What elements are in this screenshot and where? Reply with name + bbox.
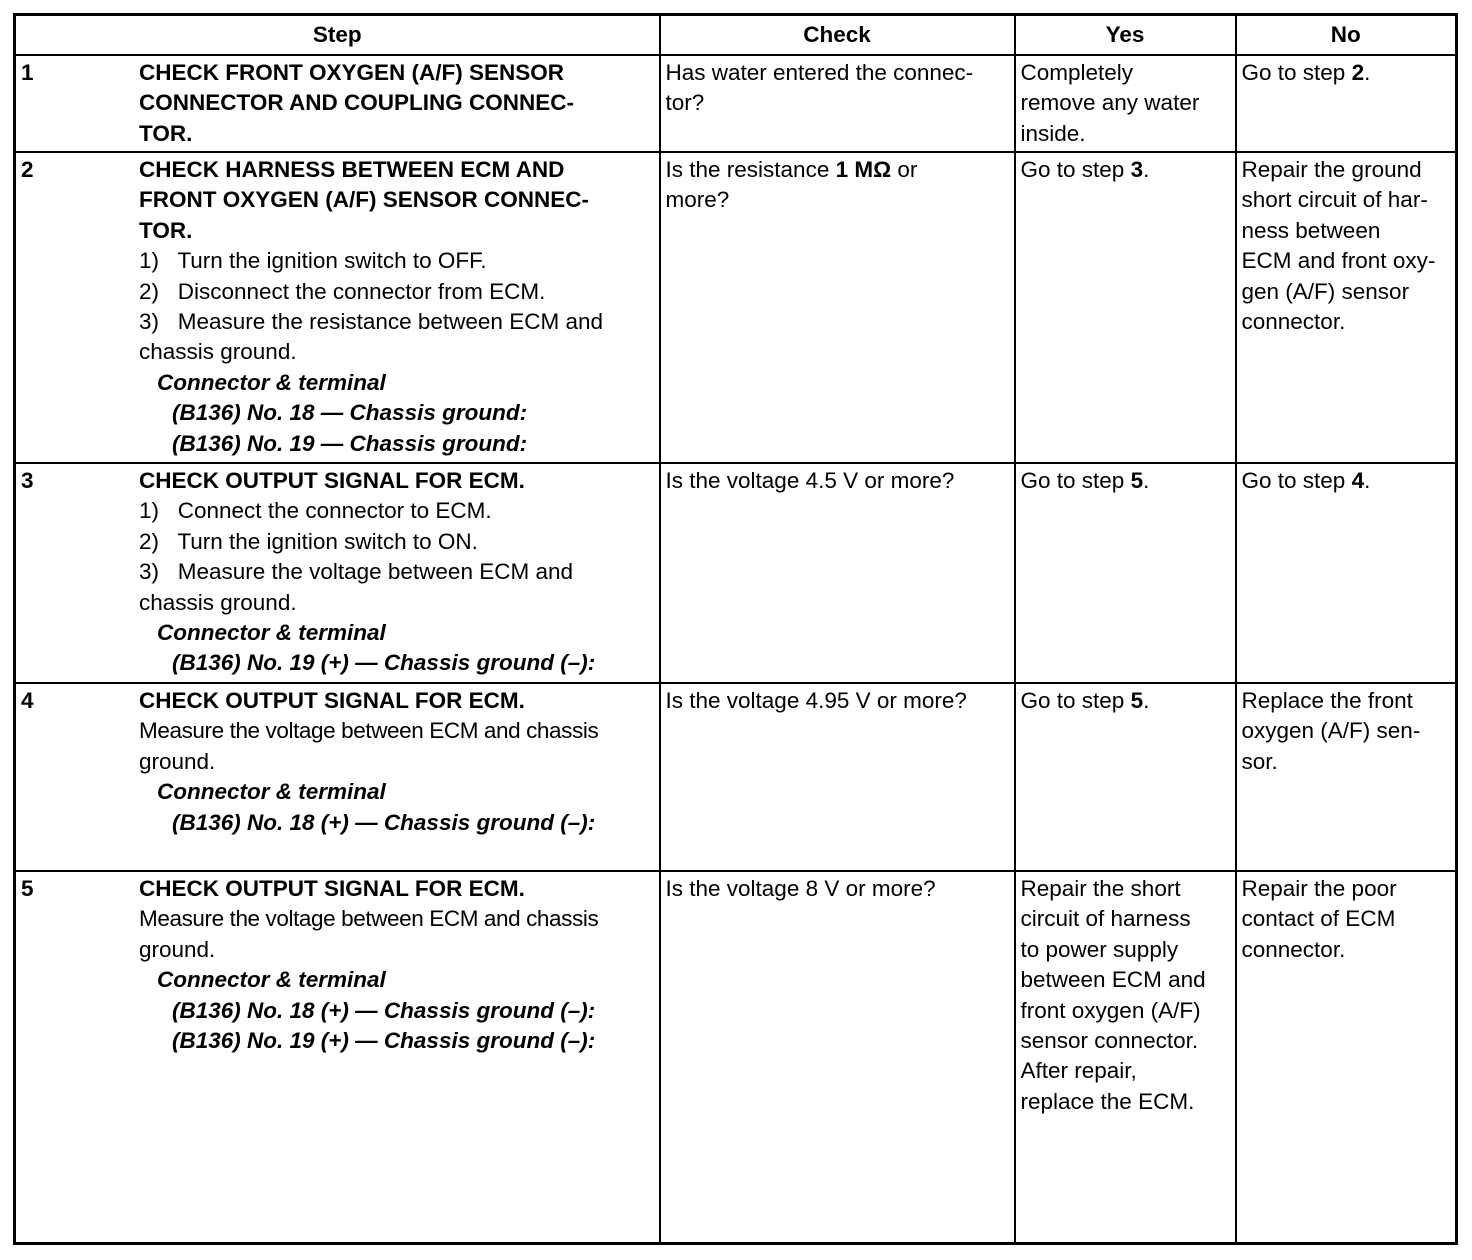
step-instruction: ground. [139,748,216,774]
step-title: CHECK OUTPUT SIGNAL FOR ECM. [139,876,525,901]
step-cell [15,463,660,683]
step-instruction: 2) Turn the ignition switch to ON. [139,528,478,554]
yes-step-ref: 3 [1130,157,1144,182]
yes-cell [1015,683,1236,871]
connector-terminal: (B136) No. 18 (+) — Chassis ground (–): [172,997,596,1023]
step-cell [15,55,660,152]
no-cell [1236,871,1457,1244]
no-step-ref: 4 [1351,468,1365,493]
no-cell [1236,55,1457,152]
step-title: TOR. [139,217,193,243]
no-text: Replace the front [1241,688,1413,713]
no-text: contact of ECM [1241,906,1396,932]
no-text: Repair the poor [1241,876,1397,901]
yes-text: Completely [1020,60,1134,85]
step-cell [15,871,660,1244]
yes-suffix: . [1143,468,1150,493]
no-text: gen (A/F) sensor [1241,278,1410,304]
yes-prefix: Go to step [1020,688,1131,713]
connector-terminal: (B136) No. 18 — Chassis ground: [172,400,528,426]
step-number: 3 [21,468,34,493]
yes-text [1021,155,1231,185]
yes-text: front oxygen (A/F) [1020,997,1201,1023]
header-row [15,15,1457,56]
yes-prefix: Go to step [1020,157,1131,182]
check-cell [660,683,1015,871]
no-text: connector. [1241,936,1346,962]
yes-text: Repair the short [1020,876,1181,901]
step-instruction: Measure the voltage between ECM and chassis [139,906,599,932]
check-text: Has water entered the connec- [665,60,974,85]
check-value: 1 MΩ [835,157,892,182]
yes-text: inside. [1020,120,1086,146]
header-yes: Yes [1015,15,1236,56]
step-instruction: 3) Measure the voltage between ECM and [139,559,573,585]
no-text: oxygen (A/F) sen- [1241,718,1421,744]
table-row [15,463,1457,683]
check-text: Is the voltage 4.95 V or more? [665,688,967,713]
yes-text [1021,466,1231,496]
connector-terminal: (B136) No. 18 (+) — Chassis ground (–): [172,809,596,835]
no-text: sor. [1241,748,1278,774]
step-title: CHECK OUTPUT SIGNAL FOR ECM. [139,688,525,713]
step-instruction: 1) Connect the connector to ECM. [139,498,492,524]
check-cell [660,55,1015,152]
check-text: tor? [665,90,705,116]
check-text: Is the voltage 8 V or more? [665,876,936,901]
header-step: Step [15,15,660,56]
step-number: 5 [21,876,34,901]
step-number: 1 [21,60,34,85]
no-prefix: Go to step [1241,60,1352,85]
table-row [15,683,1457,871]
step-cell [15,152,660,463]
table-row [15,871,1457,1244]
yes-text: replace the ECM. [1020,1088,1195,1114]
check-text: Is the voltage 4.5 V or more? [665,468,955,493]
no-text: short circuit of har- [1241,187,1428,213]
step-instruction: 1) Turn the ignition switch to OFF. [139,248,487,274]
step-instruction: chassis ground. [139,339,297,365]
check-suffix: or [891,157,918,182]
no-cell [1236,152,1457,463]
no-prefix: Go to step [1241,468,1352,493]
no-step-ref: 2 [1351,60,1365,85]
connector-terminal: (B136) No. 19 (+) — Chassis ground (–): [172,1028,596,1054]
step-number: 4 [21,688,34,713]
diagnostic-table [13,13,1458,1245]
no-text: connector. [1241,309,1346,335]
yes-text: to power supply [1020,936,1179,962]
yes-suffix: . [1143,688,1150,713]
header-check: Check [660,15,1015,56]
step-title: TOR. [139,120,193,146]
yes-text: circuit of harness [1020,906,1191,932]
connector-terminal: (B136) No. 19 (+) — Chassis ground (–): [172,650,596,676]
step-instruction: 2) Disconnect the connector from ECM. [139,278,546,304]
connector-heading: Connector & terminal [157,967,386,993]
step-title: FRONT OXYGEN (A/F) SENSOR CONNEC- [139,187,590,213]
yes-prefix: Go to step [1020,468,1131,493]
step-cell [15,683,660,871]
check-text: more? [665,187,730,213]
step-instruction: Measure the voltage between ECM and chassis [139,718,599,744]
connector-heading: Connector & terminal [157,369,386,395]
no-suffix: . [1364,468,1371,493]
no-cell [1236,683,1457,871]
yes-step-ref: 5 [1130,688,1144,713]
check-cell [660,152,1015,463]
yes-text [1021,686,1231,716]
no-text: ness between [1241,217,1381,243]
step-title: CONNECTOR AND COUPLING CONNEC- [139,90,575,116]
check-cell [660,463,1015,683]
step-title: CHECK FRONT OXYGEN (A/F) SENSOR [139,60,565,85]
no-suffix: . [1364,60,1371,85]
step-title: CHECK OUTPUT SIGNAL FOR ECM. [139,468,525,493]
yes-text: between ECM and [1020,967,1206,993]
table-row [15,152,1457,463]
step-number: 2 [21,157,34,182]
connector-heading: Connector & terminal [157,620,386,646]
step-title: CHECK HARNESS BETWEEN ECM AND [139,157,565,182]
no-text: Repair the ground [1241,157,1422,182]
connector-heading: Connector & terminal [157,779,386,805]
step-instruction: 3) Measure the resistance between ECM and [139,309,603,335]
no-cell [1236,463,1457,683]
header-no: No [1236,15,1457,56]
yes-cell [1015,871,1236,1244]
no-text [1242,58,1452,88]
step-instruction: ground. [139,936,216,962]
yes-cell [1015,152,1236,463]
yes-step-ref: 5 [1130,468,1144,493]
yes-cell [1015,55,1236,152]
connector-terminal: (B136) No. 19 — Chassis ground: [172,430,528,456]
check-text [666,155,1010,185]
check-cell [660,871,1015,1244]
table-row [15,55,1457,152]
no-text: ECM and front oxy- [1241,248,1436,274]
step-instruction: chassis ground. [139,589,297,615]
yes-suffix: . [1143,157,1150,182]
no-text [1242,466,1452,496]
yes-text: remove any water [1020,90,1200,116]
check-prefix: Is the resistance [665,157,836,182]
yes-text: sensor connector. [1020,1028,1199,1054]
yes-cell [1015,463,1236,683]
yes-text: After repair, [1020,1058,1137,1084]
